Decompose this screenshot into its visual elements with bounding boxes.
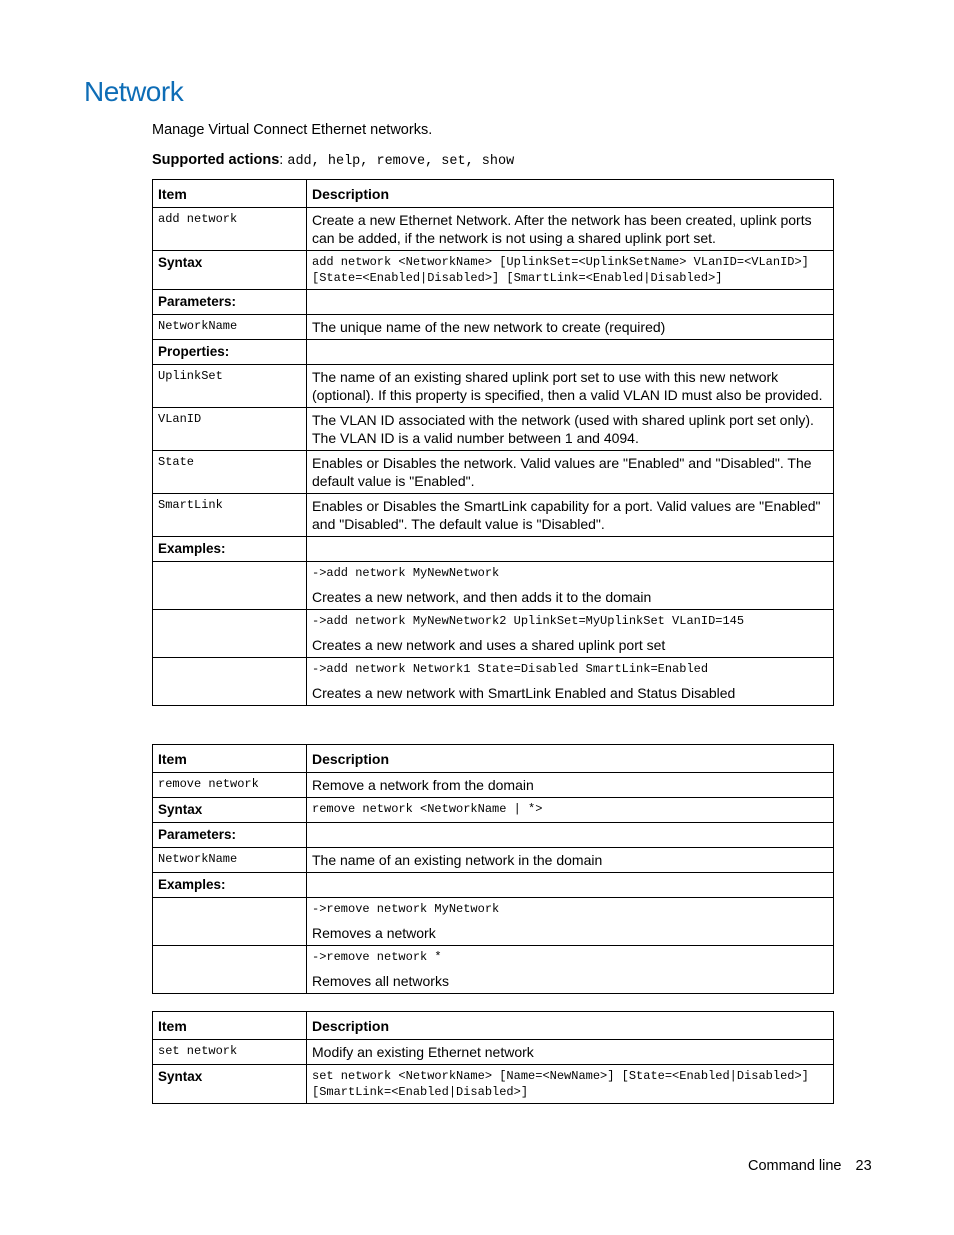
command-name: add network (153, 208, 307, 251)
syntax-label: Syntax (153, 251, 307, 290)
command-description: Create a new Ethernet Network. After the network has been created, uplink ports can be added, if the network is not using a shared uplink port set. (307, 208, 834, 251)
set-network-table (152, 1011, 834, 1104)
parameter-description: The name of an existing network in the domain (307, 848, 834, 873)
table-row (153, 537, 834, 562)
property-name: SmartLink (153, 494, 307, 537)
table-row (153, 823, 834, 848)
property-description: Enables or Disables the SmartLink capability for a port. Valid values are "Enabled" and "Disabled". The default value is "Disabled". (307, 494, 834, 537)
table-row (153, 340, 834, 365)
table-row (153, 848, 834, 873)
table-row (153, 208, 834, 251)
table-row (153, 451, 834, 494)
command-description: Modify an existing Ethernet network (307, 1040, 834, 1065)
property-name: State (153, 451, 307, 494)
example-cell (307, 610, 834, 658)
empty-cell (307, 873, 834, 898)
supported-actions-label: Supported actions (152, 152, 280, 168)
empty-cell (153, 610, 307, 658)
table-row (153, 798, 834, 823)
example-description: Creates a new network with SmartLink Enabled and Status Disabled (312, 685, 736, 701)
supported-actions (152, 152, 514, 169)
footer-section: Command line (748, 1158, 842, 1174)
example-description: Creates a new network and uses a shared uplink port set (312, 637, 666, 653)
examples-label: Examples: (153, 537, 307, 562)
examples-label: Examples: (153, 873, 307, 898)
command-name: remove network (153, 773, 307, 798)
example-command: ->remove network * (312, 950, 442, 964)
example-command: ->add network MyNewNetwork2 UplinkSet=MyUplinkSet VLanID=145 (312, 614, 745, 628)
header-item: Item (153, 1012, 307, 1040)
property-description: Enables or Disables the network. Valid values are "Enabled" and "Disabled". The default value is "Enabled". (307, 451, 834, 494)
table-header-row (153, 745, 834, 773)
parameters-label: Parameters: (153, 823, 307, 848)
example-description: Removes all networks (312, 973, 449, 989)
header-description: Description (307, 180, 834, 208)
page-title: Network (84, 76, 184, 107)
table-row (153, 315, 834, 340)
empty-cell (153, 946, 307, 994)
empty-cell (153, 562, 307, 610)
example-command: ->remove network MyNetwork (312, 902, 500, 916)
table-header-row (153, 180, 834, 208)
header-item: Item (153, 180, 307, 208)
table-row (153, 658, 834, 706)
property-name: VLanID (153, 408, 307, 451)
example-command: ->add network Network1 State=Disabled SmartLink=Enabled (312, 662, 709, 676)
table-header-row (153, 1012, 834, 1040)
empty-cell (307, 340, 834, 365)
syntax-label: Syntax (153, 1065, 307, 1104)
syntax-value: remove network <NetworkName | *> (307, 798, 834, 823)
command-description: Remove a network from the domain (307, 773, 834, 798)
empty-cell (153, 898, 307, 946)
properties-label: Properties: (153, 340, 307, 365)
supported-actions-value: add, help, remove, set, show (287, 154, 515, 169)
page-number: 23 (855, 1158, 872, 1174)
table-row (153, 898, 834, 946)
supported-actions-sep: : (279, 152, 284, 168)
table-row (153, 873, 834, 898)
table-row (153, 562, 834, 610)
table-row (153, 251, 834, 290)
parameters-label: Parameters: (153, 290, 307, 315)
example-cell (307, 898, 834, 946)
example-description: Removes a network (312, 925, 436, 941)
empty-cell (153, 658, 307, 706)
parameter-name: NetworkName (153, 848, 307, 873)
command-name: set network (153, 1040, 307, 1065)
header-item: Item (153, 745, 307, 773)
example-description: Creates a new network, and then adds it to the domain (312, 589, 652, 605)
header-description: Description (307, 1012, 834, 1040)
example-cell (307, 946, 834, 994)
remove-network-table (152, 744, 834, 994)
empty-cell (307, 290, 834, 315)
table-row (153, 408, 834, 451)
table-row (153, 946, 834, 994)
table-row (153, 1065, 834, 1104)
table-row (153, 610, 834, 658)
property-name: UplinkSet (153, 365, 307, 408)
add-network-table (152, 179, 834, 706)
table-row (153, 290, 834, 315)
table-row (153, 494, 834, 537)
example-cell (307, 562, 834, 610)
property-description: The name of an existing shared uplink port set to use with this new network (optional). If this property is specified, then a valid VLAN ID must also be provided. (307, 365, 834, 408)
property-description: The VLAN ID associated with the network (used with shared uplink port set only). The VLAN ID is a valid number between 1 and 4094. (307, 408, 834, 451)
syntax-value: add network <NetworkName> [UplinkSet=<UplinkSetName> VLanID=<VLanID>] [State=<Enabled|Disabled>] [SmartLink=<Enabled|Disabled>] (307, 251, 834, 290)
syntax-label: Syntax (153, 798, 307, 823)
page-footer (748, 1158, 872, 1174)
parameter-name: NetworkName (153, 315, 307, 340)
example-command: ->add network MyNewNetwork (312, 566, 500, 580)
syntax-value: set network <NetworkName> [Name=<NewName>] [State=<Enabled|Disabled>] [SmartLink=<Enabled|Disabled>] (307, 1065, 834, 1104)
example-cell (307, 658, 834, 706)
intro-text: Manage Virtual Connect Ethernet networks. (152, 122, 433, 138)
header-description: Description (307, 745, 834, 773)
empty-cell (307, 537, 834, 562)
empty-cell (307, 823, 834, 848)
table-row (153, 1040, 834, 1065)
table-row (153, 365, 834, 408)
table-row (153, 773, 834, 798)
parameter-description: The unique name of the new network to create (required) (307, 315, 834, 340)
